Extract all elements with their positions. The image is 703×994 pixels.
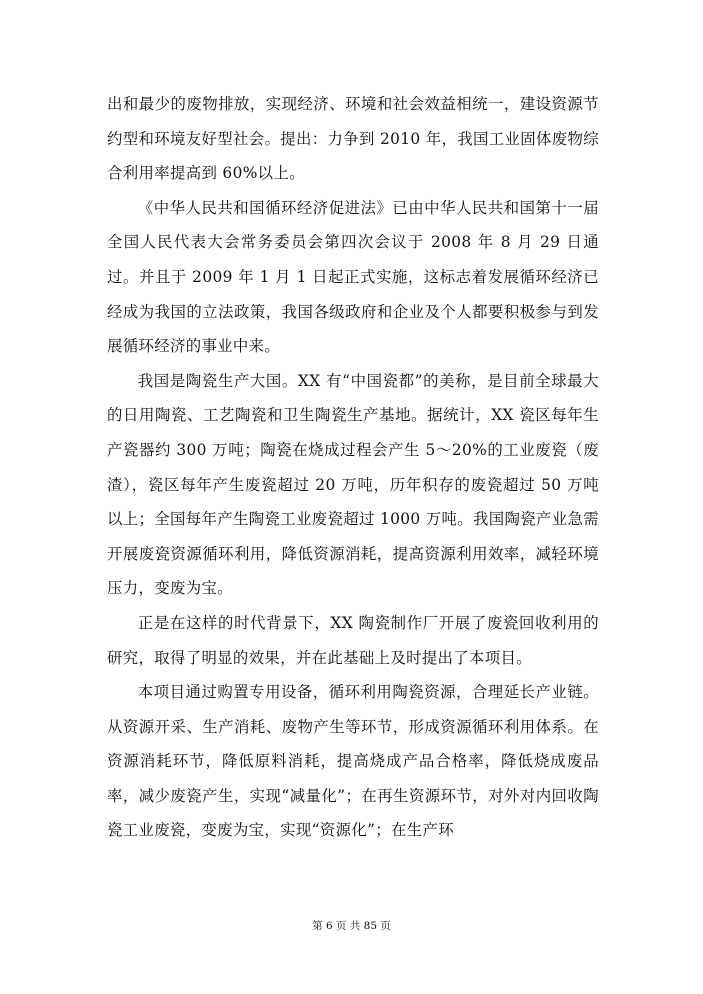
paragraph-ceramics-industry: 我国是陶瓷生产大国。XX 有“中国瓷都”的美称，是目前全球最大的日用陶瓷、工艺陶瓷和卫生陶瓷生产基地。据统计，XX 瓷区每年生产瓷器约 300 万吨；陶瓷在烧成过程会产生 5～20%的工业废瓷（废渣），瓷区每年产生废瓷超过 20 万吨，历年积存的废瓷超过 50 万吨以上；全国每年产生陶瓷工业废瓷超过 1000 万吨。我国陶瓷产业急需开展废瓷资源循环利用，降低资源消耗，提高资源利用效率，减轻环境压力，变废为宝。	[107, 371, 599, 598]
document-body	[107, 87, 599, 848]
paragraph-project-background: 正是在这样的时代背景下，XX 陶瓷制作厂开展了废瓷回收利用的研究，取得了明显的效果，并在此基础上及时提出了本项目。	[107, 613, 599, 667]
page-number-footer: 第 6 页 共 85 页	[312, 920, 391, 932]
paragraph-continuation: 出和最少的废物排放，实现经济、环境和社会效益相统一，建设资源节约型和环境友好型社会。提出：力争到 2010 年，我国工业固体废物综合利用率提高到 60%以上。	[107, 95, 599, 183]
paragraph-project-description: 本项目通过购置专用设备，循环利用陶瓷资源，合理延长产业链。从资源开采、生产消耗、废物产生等环节，形成资源循环利用体系。在资源消耗环节，降低原料消耗，提高烧成产品合格率，降低烧成废品率，减少废瓷产生，实现“减量化”；在再生资源环节，对外对内回收陶瓷工业废瓷，变废为宝，实现“资源化”；在生产环	[107, 683, 599, 840]
paragraph-circular-economy-law: 《中华人民共和国循环经济促进法》已由中华人民共和国第十一届全国人民代表大会常务委员会第四次会议于 2008 年 8 月 29 日通过。并且于 2009 年 1 月 1 日起正式实施，这标志着发展循环经济已经成为我国的立法政策，我国各级政府和企业及个人都要积极参与到发展循环经济的事业中来。	[107, 198, 599, 356]
